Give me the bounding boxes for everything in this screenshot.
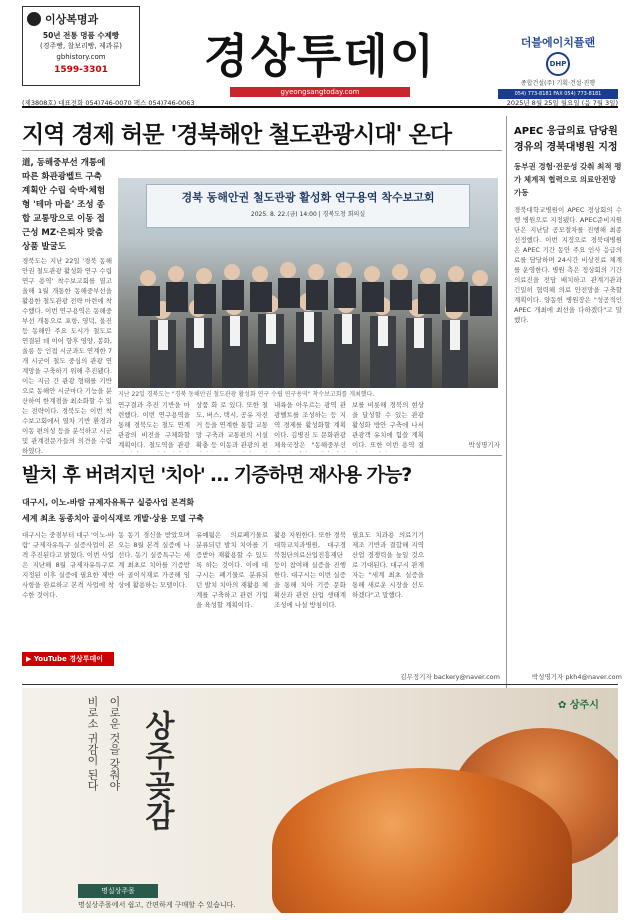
- photo-banner: [146, 184, 470, 228]
- side-headline[interactable]: APEC 응급의료 담당원 경유의 경북대병원 지정: [514, 126, 618, 153]
- ad-slogan-vertical-2: 이로운 것을 갖춰야: [108, 696, 121, 791]
- article1-photo[interactable]: [118, 178, 498, 388]
- top-ad-right[interactable]: [498, 34, 618, 97]
- top-ad-left[interactable]: [22, 6, 140, 86]
- photo-banner-sub: 2025. 8. 22.(금) 14:00 | 경북도청 회의실: [250, 211, 366, 218]
- ad-left-tel: 1599-3301: [54, 65, 108, 75]
- article1-headline[interactable]: 지역 경제 허문 '경북해안 철도관광시대' 온다: [22, 122, 452, 148]
- divider: [22, 150, 502, 151]
- group-photo-figures: [118, 238, 498, 388]
- article2-col1: 대구시는 중점부터 대구 '이노-바람' 규제자유특구 실증사업이 본격 추진된다고 밝혔다. 이번 사업은 지난해 8월 규제자유특구로 지정된 이후 실증에 필요한 제반 사항을 완료하고 본격 사업에 착수한 것이다.: [22, 531, 114, 599]
- ad-right-bar: 054) 773-8181 FAX 054) 773-8181: [498, 89, 618, 99]
- ad-mall-slogan: 명실상주몰에서 쉽고, 간편하게 구매할 수 있습니다.: [78, 901, 236, 909]
- ad-mall-badge[interactable]: 명실상주몰: [78, 884, 158, 898]
- sangju-logo-icon: ✿: [558, 700, 570, 711]
- article1-col1: 경북도는 지난 22일 '경북 동해안권 철도관광 활성화 연구 수립 연구 용역' 착수보고회를 열고 올해 1월 개통한 동해중부선을 활용한 철도관광 전략 마련에 착수했다. 이번 연구용역은 동해중부선 개통으로 포항, 영덕, 울진 등 동해안 주요 도시가 철도로 연결된 데 이어 향후 영양, 봉화, 울릉 등 인접 시군과도 연계한 7개 시군이 철도 중심의 관광 연계망을 구축하기 위해 추진됐다. 이는 지금 간 관광 형태를 기반으로 동해안 시군마다 기능을 분산하여 한계점을 최소화할 수 있는 전략이다. 경북도는 이번 착수보고회에서 열차 기반 환경과 이동 편의성 등을 분석하고 시군 및 관계전문가들의 의견을 수렴하였다.: [22, 257, 112, 455]
- photo-caption: 지난 22일 경북도는 "경북 동해안권 철도관광 활성화 연구 수립 연구용역" 착수보고회를 개최했다.: [118, 391, 375, 398]
- ad-left-header: [27, 11, 135, 27]
- ad-right-line: 종합건설(주) 기획·건설·진행: [520, 80, 596, 87]
- ad-brand: [558, 696, 599, 711]
- side-body: 경북대학교병원이 APEC 정상회의 수행 병원으로 지정됐다. APEC준비지원단은 지난달 공모절차를 진행해 최종 선정했다. 이번 지정으로 경북대병원은 APEC 기간 동안 주요 인사 응급의료를 담당하며 24시간 비상진료 체계를 운영한다. 병원 측은 정상회의 기간 의료진을 전담 배치하고 관계기관과 긴밀히 협력해 의료 안전망을 구축할 계획이다. 양동헌 병원장은 "성공적인 APEC 개최에 최선을 다하겠다"고 말했다.: [514, 206, 622, 324]
- side-byline: 박성명기자 pkh4@naver.com: [531, 673, 622, 681]
- article2-col5: 필요도 치과용 의료기기 제조 기반과 결합해 지역 산업 경쟁력을 높일 것으로 기대된다. 대구시 관계자는 "세계 최초 실증을 통해 새로운 시장을 선도하겠다"고 말했다.: [352, 531, 424, 599]
- masthead-title: 경상투데이: [203, 29, 437, 83]
- ad-product-title: 상주곶감: [139, 710, 174, 830]
- ad-left-name: 이상복명과: [45, 13, 99, 26]
- article1-col2: 연구결과 추진 기반을 마련했다. 이번 연구용역을 통해 경북도는 철도 연계 관광의 비전을 구체화할 계획이다. 철도역을 관광: [118, 401, 190, 449]
- article1-subheadline: 道, 동해중부선 개통에 따른 화관광벨트 구축 계획안 수립 숙박·체험형 '테마 마을' 조성 종합 교통망으로 이동 접근성 MZ·은퇴자 맞춤 상품 발굴도: [22, 158, 106, 252]
- masthead-url[interactable]: gyeongsangtoday.com: [230, 87, 410, 97]
- bakery-logo-icon: [27, 12, 41, 26]
- article2-subheadline2: 세계 최초 동종치아 골이식재로 개발·상용 모델 구축: [22, 514, 205, 523]
- side-subheadline: 동부권 경험·전문성 갖춰 최적 평가 체계적 협력으로 의료안전망 가동: [514, 162, 622, 197]
- ad-slogan-vertical-1: 비로소 귀감이 된다: [86, 696, 99, 791]
- article2-col3: 유예됨은 의료폐기물로 분류되던 발치 치아를 기증받아 재활용할 수 있도록 하는 것이다. 이에 대구시는 폐기물로 분류되던 발치 치아의 재활용 체계를 구축하고 관련 기업을 육성할 계획이다.: [196, 531, 268, 609]
- youtube-icon: ▶: [26, 655, 34, 663]
- divider: [22, 684, 618, 685]
- article2-headline[interactable]: 발치 후 버려지던 '치아' … 기증하면 재사용 가능?: [22, 464, 412, 486]
- youtube-link[interactable]: [22, 652, 114, 666]
- photo-banner-title: 경북 동해안권 철도관광 활성화 연구용역 착수보고회: [181, 191, 435, 204]
- sangju-persimmon-ad[interactable]: [22, 688, 618, 913]
- ad-right-logo: DHP: [546, 52, 570, 76]
- article1-byline-text: 박성명기자: [468, 441, 500, 449]
- ad-right-title: 더블에이치플랜: [520, 36, 596, 49]
- info-bar: [22, 96, 618, 108]
- article2-col4: 활용 지원한다. 또한 경북대학교치과병원, 대구경북첨단의료산업진흥재단 등이 참여해 실증을 진행한다. 대구시는 이번 실증을 통해 치아 기증 문화 확산과 관련 산업 생태계 조성에 나설 방침이다.: [274, 531, 346, 609]
- article2-col2: 동 동기 경신을 받았으며 오는 8월 본격 실증에 나선다. 동기 실증특구는 세계 최초로 치아를 기증받아 골이식재로 가공해 임상에 활용하는 모델이다.: [118, 531, 190, 589]
- ad-left-line1: 50년 전통 명품 수제빵: [42, 31, 120, 40]
- divider: [22, 455, 502, 456]
- issue-info: (제3808호) 대표전화 054)746-0070 팩스 054)746-0063: [22, 99, 195, 107]
- article2-subheadline1: 대구시, 이노-바람 규제자유특구 실증사업 본격화: [22, 498, 195, 507]
- ad-left-line2: (경주빵, 찰보리빵, 제과류): [40, 42, 122, 50]
- issue-date: 2025년 8월 25일 월요일 (음 7월 3일): [506, 99, 618, 107]
- ad-left-line3: gbhistory.com: [56, 53, 106, 61]
- ad-brand-label: 상주시: [569, 700, 599, 711]
- article1-byline: [430, 400, 500, 452]
- article2-byline: 김무정기자 backery@naver.com: [400, 673, 500, 681]
- article1-col5: 보를 비롯해 경북의 현상을 달성할 수 있는 관광 활성화 방안 구축에 나서 관광객 유치에 힘쓸 계획이다. 또한 이번 용역 결: [352, 401, 424, 449]
- article1-col4: 내륙을 아우르는 광역 관광벨트를 조성하는 등 지역 경제를 활성화할 계획이다. 김병진 도 문화관광체육국장은 "동해중부선: [274, 401, 346, 449]
- youtube-label: YouTube 경상투데이: [33, 655, 104, 663]
- article1-col3: 상품 화 로 있다. 또한 철도, 버스, 택시, 공유 자전거 등을 연계한 통합 교통망 구축과 교통편의 시설 확충 등 이동과 관광의 편: [196, 401, 268, 449]
